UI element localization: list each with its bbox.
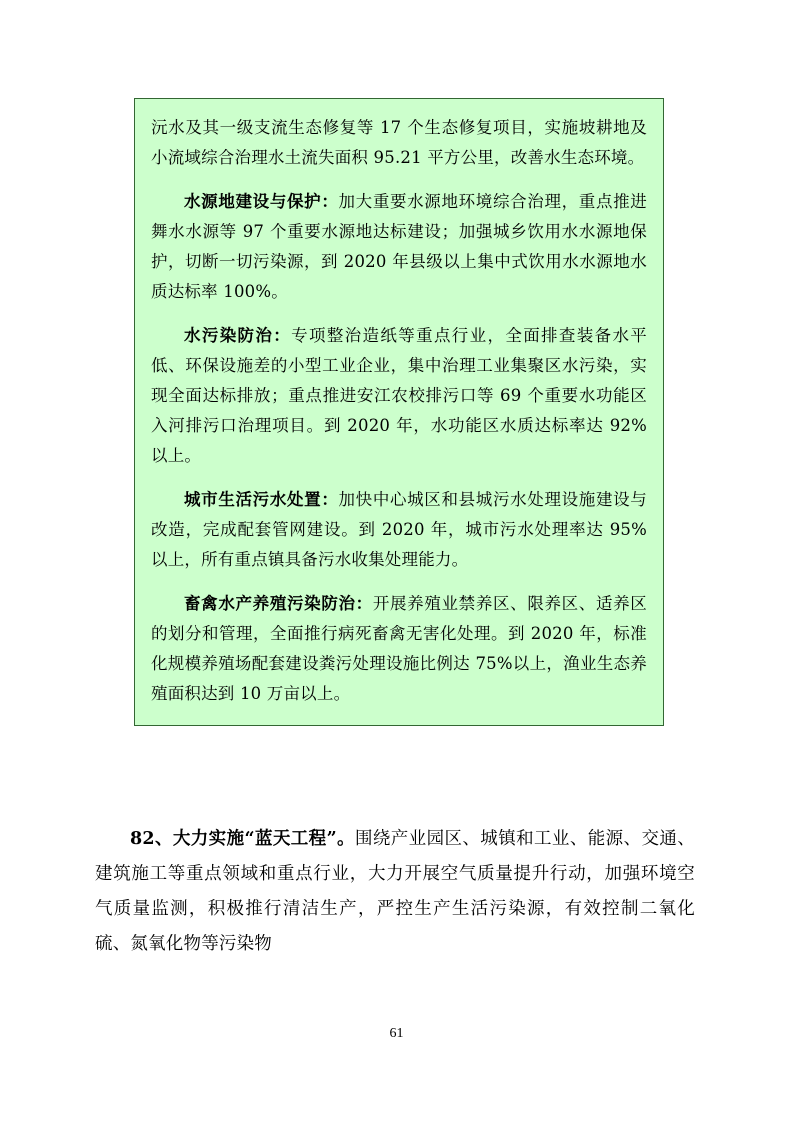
paragraph-text: 沅水及其一级支流生态修复等 17 个生态修复项目，实施坡耕地及小流域综合治理水土流失面积 95.21 平方公里，改善水生态环境。 [151,118,647,168]
paragraph-text: 开展养殖业禁养区、限养区、适养区的划分和管理，全面推行病死畜禽无害化处理。到 2020 年，标准化规模养殖场配套建设粪污处理设施比例达 75%以上，渔业生态养殖面积达到 10 万亩以上。 [151,594,648,704]
green-box-paragraph-1 [151,113,647,173]
paragraph-lead-label: 畜禽水产养殖污染防治： [184,594,373,614]
green-box-paragraph-3 [151,321,647,471]
paragraph-text: 加大重要水源地环境综合治理，重点推进舞水水源等 97 个重要水源地达标建设；加强城乡饮用水水源地保护，切断一切污染源，到 2020 年县级以上集中式饮用水水源地水质达标率 100%。 [151,192,647,302]
body-text-block [95,822,695,962]
body-paragraph-text: 围绕产业园区、城镇和工业、能源、交通、建筑施工等重点领域和重点行业，大力开展空气质量提升行动，加强环境空气质量监测，积极推行清洁生产，严控生产生活污染源，有效控制二氧化硫、氮氧化物等污染物 [95,829,695,954]
green-box-paragraph-4 [151,485,647,575]
highlighted-content-box [134,98,664,726]
paragraph-lead-label: 水污染防治： [184,326,292,346]
body-paragraph-heading: 82、大力实施“蓝天工程”。 [130,829,355,849]
green-box-paragraph-5 [151,589,647,709]
paragraph-lead-label: 水源地建设与保护： [184,192,339,212]
body-paragraph-82 [95,822,695,962]
paragraph-lead-label: 城市生活污水处置： [184,490,339,510]
paragraph-text: 专项整治造纸等重点行业，全面排查装备水平低、环保设施差的小型工业企业，集中治理工业集聚区水污染，实现全面达标排放；重点推进安江农校排污口等 69 个重要水功能区入河排污口治理项目。到 2020 年，水功能区水质达标率达 92%以上。 [151,326,648,466]
page-number: 61 [389,1026,404,1041]
green-box-paragraph-2 [151,187,647,307]
paragraph-text: 加快中心城区和县城污水处理设施建设与改造，完成配套管网建设。到 2020 年，城市污水处理率达 95%以上，所有重点镇具备污水收集处理能力。 [151,490,647,570]
